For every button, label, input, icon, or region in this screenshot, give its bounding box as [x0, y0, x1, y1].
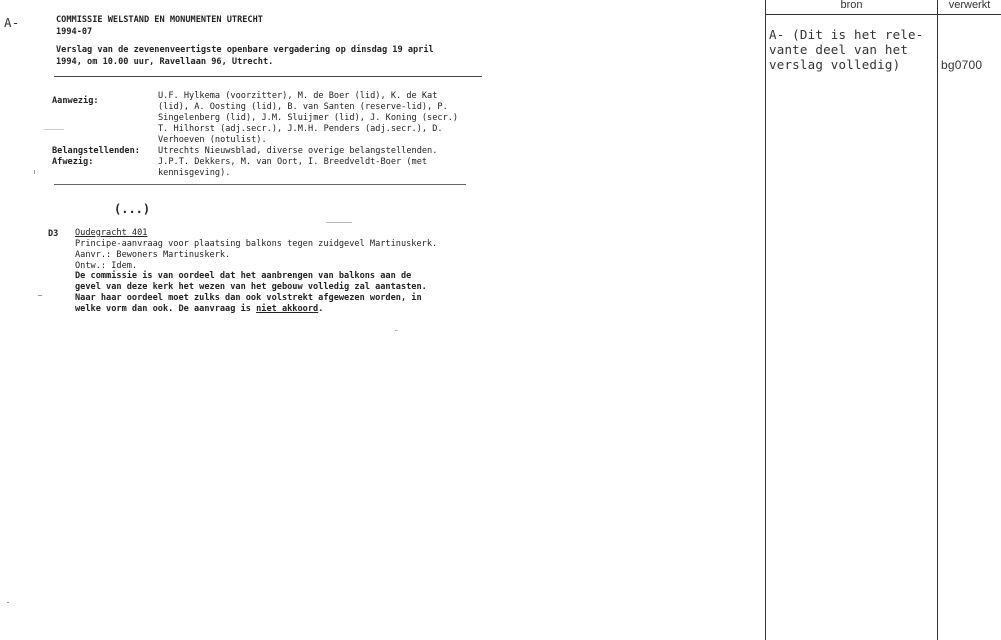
item-address: Oudegracht 401 [75, 228, 148, 238]
processed-code: bg0700 [941, 58, 983, 72]
report-title-line-2: 1994, om 10.00 uur, Ravellaan 96, Utrecht. [56, 57, 274, 67]
report-title-line-1: Verslag van de zevenenveertigste openbare vergadering op dinsdag 19 april [56, 45, 434, 55]
item-line-7 [75, 304, 323, 315]
column-header-source: bron [840, 0, 863, 11]
scan-speck [395, 330, 398, 331]
scan-speck [34, 170, 35, 174]
item-code: D3 [48, 229, 59, 239]
source-note-line-3: verslag volledig) [769, 57, 901, 72]
present-line-1: U.F. Hylkema (voorzitter), M. de Boer (lid), K. de Kat [158, 91, 438, 101]
divider-top [54, 76, 482, 77]
margin-marker: A- [4, 15, 20, 30]
verdict-text: niet akkoord [256, 304, 319, 314]
absent-line-1: J.P.T. Dekkers, M. van Oort, I. Breedveldt-Boer (met [158, 157, 428, 167]
present-line-4: T. Hilhorst (adj.secr.), J.M.H. Penders (adj.secr.), D. [158, 124, 443, 134]
scan-speck [7, 602, 9, 603]
table-header-rule [765, 14, 1001, 15]
item-line-4: De commissie is van oordeel dat het aanbrengen van balkons aan de [75, 271, 412, 281]
table-column-divider [937, 0, 938, 640]
source-note-line-1: A- (Dit is het rele- [769, 27, 924, 42]
present-label: Aanwezig: [52, 96, 99, 106]
source-note-line-2: vante deel van het [769, 42, 909, 57]
item-line-1: Principe-aanvraag voor plaatsing balkons tegen zuidgevel Martinuskerk. [75, 239, 438, 249]
interested-value: Utrechts Nieuwsblad, diverse overige belangstellenden. [158, 146, 438, 156]
item-line-7-prefix: welke vorm dan ook. De aanvraag is [75, 304, 257, 314]
org-name: COMMISSIE WELSTAND EN MONUMENTEN UTRECHT [56, 15, 263, 25]
item-line-3: Ontw.: Idem. [75, 261, 138, 271]
present-line-5: Verhoeven (notulist). [158, 135, 267, 145]
report-number: 1994-07 [56, 27, 93, 37]
item-line-6: Naar haar oordeel moet zulks dan ook volstrekt afgewezen worden, in [75, 293, 422, 303]
item-line-5: gevel van deze kerk het wezen van het gebouw volledig zal aantasten. [75, 282, 427, 292]
table-left-border [765, 0, 766, 640]
column-header-processed: verwerkt [948, 0, 991, 11]
scan-speck [38, 295, 42, 296]
scan-speck [326, 222, 352, 223]
item-line-7-suffix: . [318, 304, 324, 314]
absent-line-2: kennisgeving). [158, 168, 231, 178]
interested-label: Belangstellenden: [52, 146, 140, 156]
scan-speck [44, 129, 64, 130]
item-line-2: Aanvr.: Bewoners Martinuskerk. [75, 250, 231, 260]
present-line-2: (lid), A. Oosting (lid), B. van Santen (reserve-lid), P. [158, 102, 448, 112]
omission-ellipsis: (...) [114, 202, 151, 216]
divider-bottom [54, 184, 466, 185]
absent-label: Afwezig: [52, 157, 94, 167]
present-line-3: Singelenberg (lid), J.M. Sluijmer (lid), J. Koning (secr.) [158, 113, 459, 123]
